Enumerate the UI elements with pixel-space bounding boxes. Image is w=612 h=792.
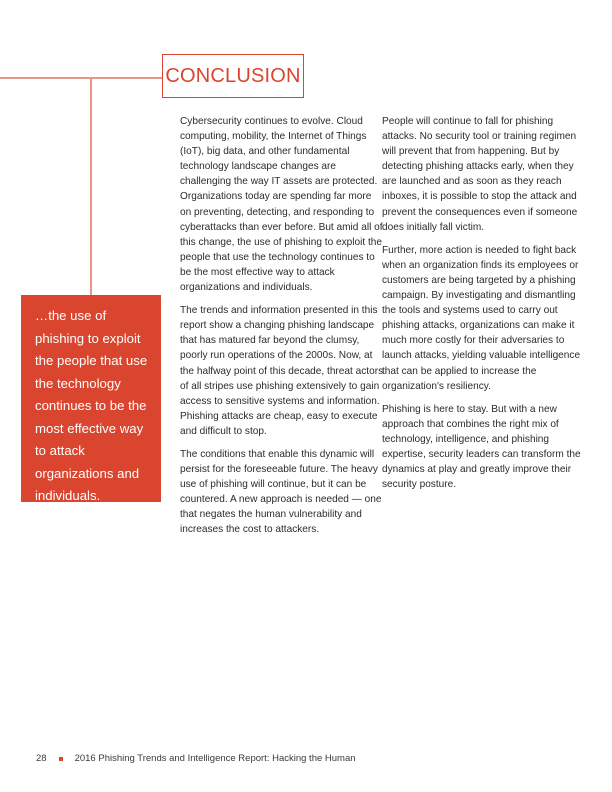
section-title-box xyxy=(162,54,304,98)
paragraph: Further, more action is needed to fight back when an organization finds its employees or customers are being targeted by a phishing campaign. By investigating and dismantling the tools and systems used to carry out phishing attacks, organizations can make it much more costly for their adversaries to launch attacks, yielding valuable intelligence that can be applied to increase the organization's resiliency. xyxy=(382,244,581,392)
paragraph: The conditions that enable this dynamic will persist for the foreseeable future. The heavy use of phishing will continue, but it can be countered. A new approach is needed — one that negates the human vulnerability and increases the cost to attackers. xyxy=(180,448,382,536)
paragraph: Phishing is here to stay. But with a new approach that combines the right mix of technology, intelligence, and phishing expertise, security leaders can transform the dynamics at play and greatly improve their security posture. xyxy=(382,403,581,491)
page-number: 28 xyxy=(36,753,47,764)
section-title: CONCLUSION xyxy=(165,64,301,87)
footer-separator-square-icon xyxy=(59,757,63,761)
body-column-2 xyxy=(382,114,587,500)
paragraph: People will continue to fall for phishing attacks. No security tool or training regimen will prevent that from happening. But by detecting phishing attacks early, when they are launched and as soon as they reach inboxes, it is possible to stop the attack and prevent the consequences even if someone does initially fall victim. xyxy=(382,116,578,233)
page-footer xyxy=(36,753,356,764)
paragraph: The trends and information presented in this report show a changing phishing landscape that has matured far beyond the clumsy, poorly run operations of the 2000s. Now, at the halfway point of this decade, threat actors of all stripes use phishing extensively to gain access to sensitive systems and information. Phishing attacks are cheap, easy to execute and difficult to stop. xyxy=(180,305,384,437)
decorative-horizontal-line xyxy=(0,77,162,79)
pull-quote-text: …the use of phishing to exploit the people that use the technology continues to be the most effective way to attack organizations and individuals. xyxy=(35,308,148,503)
paragraph: Cybersecurity continues to evolve. Cloud computing, mobility, the Internet of Things (IoT), big data, and other fundamental technology landscape changes are challenging the way IT assets are protected. Organizations today are spending far more on preventing, detecting, and responding to cyberattacks than ever before. But amid all of this change, the use of phishing to exploit the people that use the technology continues to be the most effective way to attack organizations and individuals. xyxy=(180,116,383,294)
body-column-1 xyxy=(180,114,385,546)
pull-quote-box xyxy=(21,295,161,502)
decorative-vertical-line xyxy=(90,78,92,295)
report-title: 2016 Phishing Trends and Intelligence Report: Hacking the Human xyxy=(74,753,356,764)
